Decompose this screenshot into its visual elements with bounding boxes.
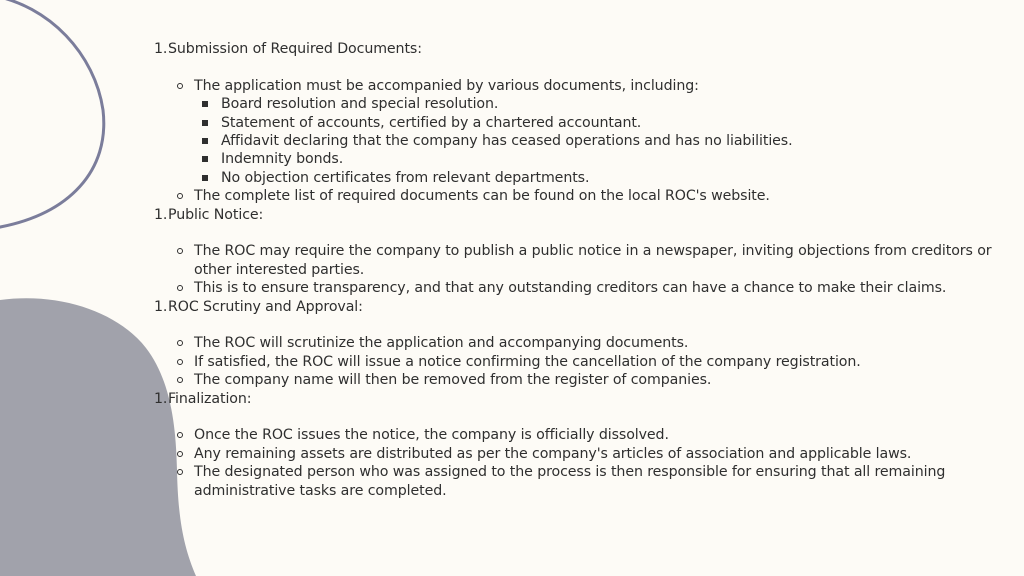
section-title: Public Notice: (168, 206, 264, 223)
section-heading (154, 40, 1014, 58)
bullet-list (154, 242, 1014, 297)
list-item (154, 353, 1014, 371)
list-item (154, 334, 1014, 352)
list-item-text: Any remaining assets are distributed as per the company's articles of association and applicable laws. (194, 445, 912, 462)
section (154, 206, 1014, 298)
list-item-text: The ROC will scrutinize the application and accompanying documents. (194, 335, 689, 352)
list-item-text: This is to ensure transparency, and that any outstanding creditors can have a chance to make their claims. (194, 280, 947, 297)
list-item-text: The ROC may require the company to publish a public notice in a newspaper, inviting objections from creditors or other interested parties. (194, 243, 992, 278)
list-item (154, 77, 1014, 187)
nested-list-item: Board resolution and special resolution. (194, 95, 1014, 113)
section-number: 1. (154, 41, 168, 57)
bullet-list (154, 426, 1014, 500)
section-title: ROC Scrutiny and Approval: (168, 298, 363, 315)
nested-list-item: Indemnity bonds. (194, 150, 1014, 168)
list-item-text: The complete list of required documents can be found on the local ROC's website. (194, 188, 770, 205)
spacer (154, 316, 1014, 334)
section-heading (154, 390, 1014, 408)
section-heading (154, 206, 1014, 224)
list-item-text: Once the ROC issues the notice, the company is officially dissolved. (194, 427, 669, 444)
bullet-list (154, 77, 1014, 206)
section (154, 390, 1014, 500)
list-item (154, 463, 1014, 500)
nested-bullet-list (194, 95, 1014, 187)
list-item-text: The designated person who was assigned to the process is then responsible for ensuring that all remaining administrative tasks are completed. (194, 464, 946, 499)
section (154, 40, 1014, 206)
list-item-text: If satisfied, the ROC will issue a notice confirming the cancellation of the company registration. (194, 353, 861, 370)
document-body (154, 40, 1014, 500)
section-number: 1. (154, 206, 168, 223)
list-item (154, 242, 1014, 279)
section (154, 298, 1014, 390)
nested-list-item: No objection certificates from relevant departments. (194, 169, 1014, 187)
list-item (154, 426, 1014, 444)
decorative-circle-outline (0, 0, 104, 228)
nested-list-item: Statement of accounts, certified by a chartered accountant. (194, 114, 1014, 132)
spacer (154, 408, 1014, 426)
spacer (154, 58, 1014, 76)
list-item-text: The company name will then be removed from the register of companies. (194, 372, 712, 389)
list-item (154, 187, 1014, 205)
spacer (154, 224, 1014, 242)
section-title: Submission of Required Documents: (168, 41, 422, 57)
section-heading (154, 298, 1014, 316)
section-number: 1. (154, 298, 168, 315)
nested-list-item: Affidavit declaring that the company has ceased operations and has no liabilities. (194, 132, 1014, 150)
list-item-text: The application must be accompanied by various documents, including: (194, 77, 699, 94)
list-item (154, 279, 1014, 297)
section-title: Finalization: (168, 390, 252, 407)
bullet-list (154, 334, 1014, 389)
section-number: 1. (154, 390, 168, 407)
list-item (154, 371, 1014, 389)
list-item (154, 445, 1014, 463)
